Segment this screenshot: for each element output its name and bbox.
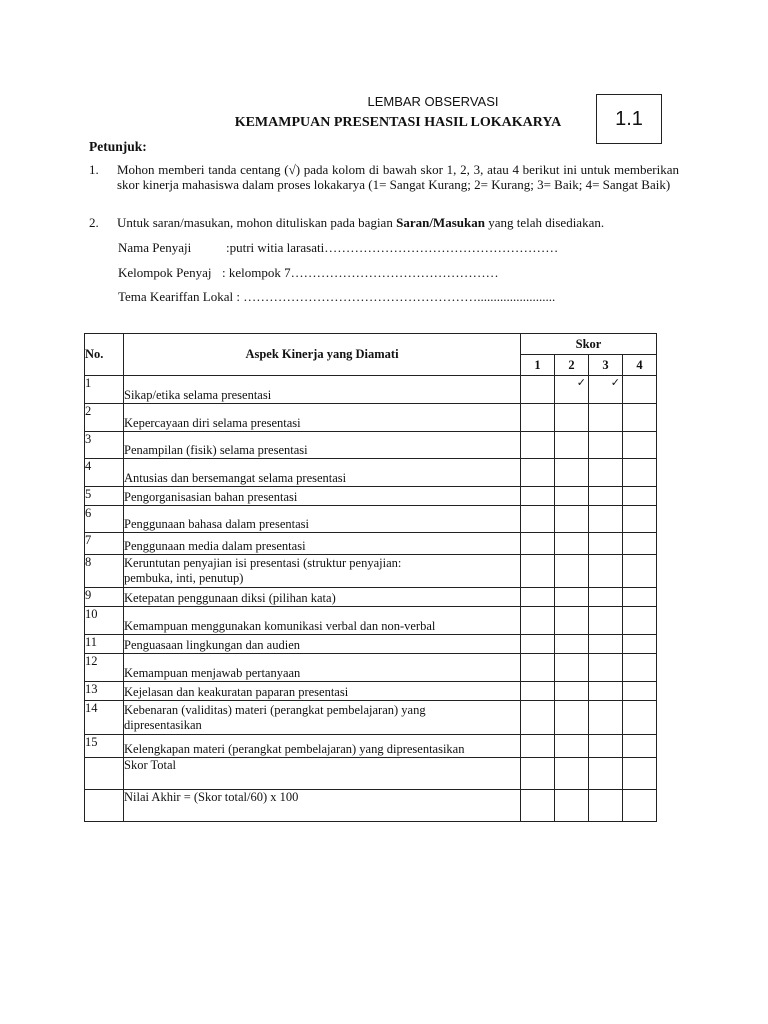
score-cell-2[interactable]	[555, 555, 589, 588]
score-cell-1[interactable]	[521, 459, 555, 487]
instruction-text	[117, 216, 679, 231]
table-row	[85, 654, 657, 682]
score-cell-2[interactable]	[555, 701, 589, 735]
header-score-2: 2	[555, 355, 589, 376]
aspect-text: Kemampuan menjawab pertanyaan	[124, 666, 301, 680]
row-number: 2	[85, 404, 124, 432]
aspect-cell	[124, 506, 521, 533]
header-score-3: 3	[589, 355, 623, 376]
score-cell-3[interactable]	[589, 459, 623, 487]
aspect-text: Penggunaan media dalam presentasi	[124, 539, 306, 553]
score-cell-2[interactable]	[555, 654, 589, 682]
table-row	[85, 682, 657, 701]
aspect-text-line2: dipresentasikan	[124, 717, 202, 732]
empty-cell	[85, 790, 124, 822]
score-cell-1[interactable]	[521, 404, 555, 432]
table-row	[85, 607, 657, 635]
check-mark-icon: ✓	[576, 376, 586, 389]
score-cell-3[interactable]	[589, 555, 623, 588]
instruction-text-bold: Saran/Masukan	[396, 215, 485, 230]
score-cell-3[interactable]	[589, 790, 623, 822]
header-aspect: Aspek Kinerja yang Diamati	[124, 334, 521, 376]
theme-value[interactable]: : ………………………………………………........................	[233, 289, 556, 304]
aspect-text: Antusias dan bersemangat selama presentasi	[124, 471, 347, 485]
score-cell-4[interactable]	[623, 376, 657, 404]
table-row	[85, 533, 657, 555]
score-cell-1[interactable]	[521, 607, 555, 635]
score-total-label: Skor Total	[124, 758, 521, 790]
score-cell-2[interactable]	[555, 487, 589, 506]
score-cell-2[interactable]	[555, 588, 589, 607]
aspect-cell	[124, 635, 521, 654]
table-row	[85, 376, 657, 404]
score-cell-4[interactable]	[623, 635, 657, 654]
document-number-box	[596, 94, 662, 144]
aspect-text: Kepercayaan diri selama presentasi	[124, 416, 301, 430]
score-cell-2[interactable]	[555, 682, 589, 701]
score-cell-1[interactable]	[521, 758, 555, 790]
score-cell-4[interactable]	[623, 588, 657, 607]
score-cell-3[interactable]	[589, 432, 623, 459]
score-cell-3[interactable]	[589, 635, 623, 654]
table-row	[85, 701, 657, 735]
aspect-cell	[124, 376, 521, 404]
presenter-label: Nama Penyaji	[118, 240, 192, 255]
table-row	[85, 758, 657, 790]
header-score-4: 4	[623, 355, 657, 376]
score-cell-1[interactable]	[521, 701, 555, 735]
score-cell-3[interactable]	[589, 701, 623, 735]
aspect-cell	[124, 533, 521, 555]
presenter-field[interactable]	[118, 240, 558, 256]
score-cell-4[interactable]	[623, 506, 657, 533]
aspect-text: Kelengkapan materi (perangkat pembelajaran) yang dipresentasikan	[124, 742, 465, 756]
aspect-cell	[124, 735, 521, 758]
row-number: 5	[85, 487, 124, 506]
score-cell-3[interactable]	[589, 607, 623, 635]
row-number: 6	[85, 506, 124, 533]
check-mark-icon: ✓	[610, 376, 620, 389]
row-number: 4	[85, 459, 124, 487]
instruction-text: Mohon memberi tanda centang (√) pada kolom di bawah skor 1, 2, 3, atau 4 berikut ini untuk memberikan skor kinerja mahasiswa dalam proses lokakarya (1= Sangat Kurang; 2= Kurang; 3= Baik; 4= Sangat Baik)	[117, 162, 679, 192]
group-field[interactable]	[118, 265, 499, 281]
instruction-text-part: Untuk saran/masukan, mohon dituliskan pada bagian	[117, 215, 397, 230]
table-row	[85, 506, 657, 533]
row-number: 12	[85, 654, 124, 682]
score-cell-2[interactable]	[555, 432, 589, 459]
instruction-item-2	[89, 216, 679, 231]
row-number: 1	[85, 376, 124, 404]
score-cell-1[interactable]	[521, 682, 555, 701]
group-label: Kelompok Penyaj	[118, 265, 212, 280]
score-cell-3[interactable]	[589, 506, 623, 533]
aspect-text: Penggunaan bahasa dalam presentasi	[124, 517, 310, 531]
table-row	[85, 790, 657, 822]
score-cell-2[interactable]	[555, 607, 589, 635]
score-cell-3[interactable]	[589, 404, 623, 432]
header-no: No.	[85, 334, 124, 376]
aspect-cell	[124, 404, 521, 432]
score-cell-1[interactable]	[521, 635, 555, 654]
header-score: Skor	[521, 334, 657, 355]
row-number: 8	[85, 555, 124, 588]
row-number: 13	[85, 682, 124, 701]
aspect-text-line2: pembuka, inti, penutup)	[124, 571, 244, 585]
aspect-cell	[124, 487, 521, 506]
aspect-text: Pengorganisasian bahan presentasi	[124, 490, 298, 504]
row-number: 7	[85, 533, 124, 555]
instruction-number: 2.	[89, 215, 99, 230]
aspect-text: Kebenaran (validitas) materi (perangkat pembelajaran) yang	[124, 702, 426, 717]
aspect-cell	[124, 607, 521, 635]
aspect-cell	[124, 588, 521, 607]
table-row	[85, 404, 657, 432]
score-cell-2[interactable]	[555, 758, 589, 790]
score-cell-1[interactable]	[521, 790, 555, 822]
score-cell-4[interactable]	[623, 654, 657, 682]
instruction-item-1	[89, 163, 679, 192]
score-cell-4[interactable]	[623, 735, 657, 758]
row-number: 9	[85, 588, 124, 607]
instructions-label: Petunjuk:	[89, 139, 147, 154]
header-score-1: 1	[521, 355, 555, 376]
score-cell-4[interactable]	[623, 758, 657, 790]
score-cell-2[interactable]	[555, 506, 589, 533]
score-cell-2[interactable]	[555, 790, 589, 822]
score-cell-1[interactable]	[521, 376, 555, 404]
presenter-value[interactable]: :putri witia larasati………………………………………………	[226, 240, 559, 255]
aspect-text: Kejelasan dan keakuratan paparan presentasi	[124, 685, 349, 699]
aspect-text: Penampilan (fisik) selama presentasi	[124, 443, 308, 457]
aspect-text: Penguasaan lingkungan dan audien	[124, 638, 300, 652]
score-cell-4[interactable]	[623, 555, 657, 588]
score-cell-3[interactable]	[589, 487, 623, 506]
score-cell-2[interactable]	[555, 533, 589, 555]
table-row	[85, 588, 657, 607]
score-cell-1[interactable]	[521, 735, 555, 758]
form-label: LEMBAR OBSERVASI	[367, 94, 499, 109]
score-cell-4[interactable]	[623, 459, 657, 487]
score-cell-2[interactable]	[555, 635, 589, 654]
instruction-number: 1.	[89, 162, 99, 177]
score-cell-4[interactable]	[623, 404, 657, 432]
score-cell-2[interactable]	[555, 404, 589, 432]
score-cell-3[interactable]	[589, 735, 623, 758]
table-row	[85, 635, 657, 654]
aspect-text: Kemampuan menggunakan komunikasi verbal dan non-verbal	[124, 619, 436, 633]
table-row	[85, 459, 657, 487]
score-cell-4[interactable]	[623, 790, 657, 822]
table-row	[85, 487, 657, 506]
score-cell-1[interactable]	[521, 506, 555, 533]
score-cell-4[interactable]	[623, 432, 657, 459]
observation-table	[84, 333, 657, 822]
score-cell-3[interactable]	[589, 376, 623, 404]
score-cell-4[interactable]	[623, 533, 657, 555]
final-score-label: Nilai Akhir = (Skor total/60) x 100	[124, 790, 521, 822]
score-cell-3[interactable]	[589, 588, 623, 607]
form-title: KEMAMPUAN PRESENTASI HASIL LOKAKARYA	[234, 115, 562, 130]
aspect-cell	[124, 555, 521, 588]
score-cell-3[interactable]	[589, 758, 623, 790]
score-cell-1[interactable]	[521, 487, 555, 506]
theme-label: Tema Keariffan Lokal	[118, 289, 234, 304]
aspect-cell	[124, 682, 521, 701]
score-cell-2[interactable]	[555, 459, 589, 487]
aspect-text: Ketepatan penggunaan diksi (pilihan kata)	[124, 591, 336, 605]
aspect-cell	[124, 654, 521, 682]
aspect-text: Keruntutan penyajian isi presentasi (struktur penyajian:	[124, 556, 402, 570]
theme-field[interactable]	[118, 289, 555, 305]
row-number: 11	[85, 635, 124, 654]
score-cell-4[interactable]	[623, 701, 657, 735]
table-row	[85, 432, 657, 459]
score-cell-1[interactable]	[521, 654, 555, 682]
aspect-text: Sikap/etika selama presentasi	[124, 388, 272, 402]
score-cell-3[interactable]	[589, 654, 623, 682]
score-cell-1[interactable]	[521, 588, 555, 607]
score-cell-4[interactable]	[623, 682, 657, 701]
group-value[interactable]: : kelompok 7…………………………………………	[222, 265, 499, 280]
row-number: 15	[85, 735, 124, 758]
score-cell-4[interactable]	[623, 487, 657, 506]
score-cell-1[interactable]	[521, 555, 555, 588]
row-number: 3	[85, 432, 124, 459]
row-number: 10	[85, 607, 124, 635]
empty-cell	[85, 758, 124, 790]
score-cell-1[interactable]	[521, 533, 555, 555]
score-cell-2[interactable]	[555, 376, 589, 404]
score-cell-4[interactable]	[623, 607, 657, 635]
row-number: 14	[85, 701, 124, 735]
instruction-text-part: yang telah disediakan.	[484, 215, 605, 230]
table-row	[85, 735, 657, 758]
score-cell-3[interactable]	[589, 682, 623, 701]
score-cell-3[interactable]	[589, 533, 623, 555]
score-cell-1[interactable]	[521, 432, 555, 459]
table-row	[85, 555, 657, 588]
aspect-cell	[124, 701, 521, 735]
document-number: 1.1	[615, 107, 643, 130]
aspect-cell	[124, 459, 521, 487]
score-cell-2[interactable]	[555, 735, 589, 758]
aspect-cell	[124, 432, 521, 459]
